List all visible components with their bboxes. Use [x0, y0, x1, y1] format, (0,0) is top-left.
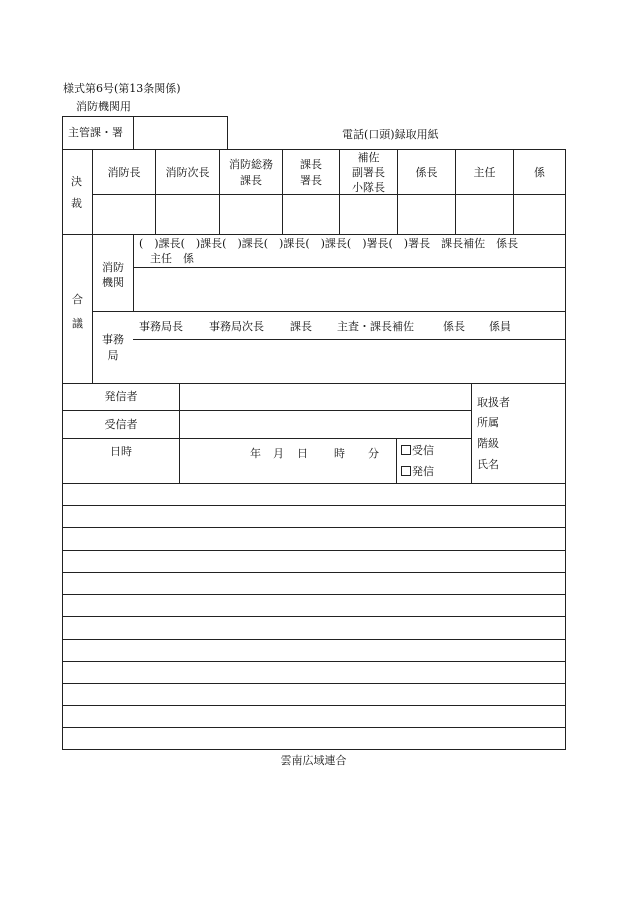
datetime-label: 日時: [110, 445, 132, 458]
secretariat-role-deputy-secretary: 事務局次長: [209, 320, 264, 333]
decision-col-general-affairs-1: 消防総務: [229, 158, 273, 171]
datetime-unit-minute: 分: [368, 447, 379, 460]
fire-agency-label-1: 消防: [102, 261, 124, 274]
affiliation-label: 所属: [477, 416, 499, 429]
footer-organization: 雲南広域連合: [280, 754, 347, 767]
received-checkbox[interactable]: [401, 445, 411, 455]
decision-col-subsection-chief: 係長: [415, 166, 438, 179]
decision-col-section-chief: 課長: [300, 158, 322, 171]
sent-checkbox[interactable]: [401, 466, 411, 476]
datetime-unit-month: 月: [273, 447, 284, 460]
sender-label: 発信者: [104, 390, 138, 403]
datetime-unit-hour: 時: [334, 447, 345, 460]
secretariat-role-staff: 係員: [489, 320, 511, 333]
decision-col-platoon-leader: 小隊長: [352, 181, 385, 194]
fire-agency-roles-line1: ( )課長( )課長( )課長( )課長( )課長( )署長( )署長 課長補佐 係長: [139, 237, 519, 250]
sent-option-label: 発信: [412, 465, 434, 478]
form-number: 様式第6号(第13条関係): [63, 82, 181, 95]
decision-col-deputy-station-chief: 副署長: [352, 166, 385, 179]
datetime-unit-year: 年: [250, 447, 261, 460]
secretariat-label-1: 事務: [102, 333, 124, 346]
usage-label: 消防機関用: [76, 100, 131, 113]
fire-agency-label-2: 機関: [102, 276, 124, 289]
rank-label: 階級: [477, 437, 499, 450]
received-option[interactable]: [401, 444, 434, 457]
decision-col-deputy-chief: 消防次長: [165, 166, 210, 179]
decision-col-assistant: 補佐: [357, 151, 380, 164]
decision-label-bottom: 裁: [71, 197, 82, 210]
form-title: 電話(口頭)録取用紙: [342, 128, 439, 141]
secretariat-role-section-chief: 課長: [290, 320, 312, 333]
secretariat-label-2: 局: [107, 349, 119, 362]
consultation-label-bottom: 議: [72, 317, 83, 330]
secretariat-role-subsection-chief: 係長: [443, 320, 465, 333]
receiver-label: 受信者: [104, 418, 138, 431]
decision-col-fire-chief: 消防長: [107, 166, 141, 179]
decision-col-chief-staff: 主任: [473, 166, 496, 179]
decision-col-general-affairs-2: 課長: [240, 174, 262, 187]
name-label: 氏名: [477, 458, 499, 471]
department-label: 主管課・署: [68, 126, 123, 139]
secretariat-role-chief-examiner: 主査・課長補佐: [337, 320, 414, 333]
decision-col-staff: 係: [534, 166, 545, 179]
decision-label-top: 決: [71, 175, 82, 188]
decision-col-station-chief: 署長: [300, 174, 322, 187]
fire-agency-roles-line2: 主任 係: [150, 252, 194, 265]
handler-label: 取扱者: [477, 396, 510, 409]
sent-option[interactable]: [401, 465, 434, 478]
secretariat-role-secretary-general: 事務局長: [139, 320, 183, 333]
datetime-unit-day: 日: [297, 447, 308, 460]
consultation-label-top: 合: [72, 293, 83, 306]
received-option-label: 受信: [412, 444, 434, 457]
